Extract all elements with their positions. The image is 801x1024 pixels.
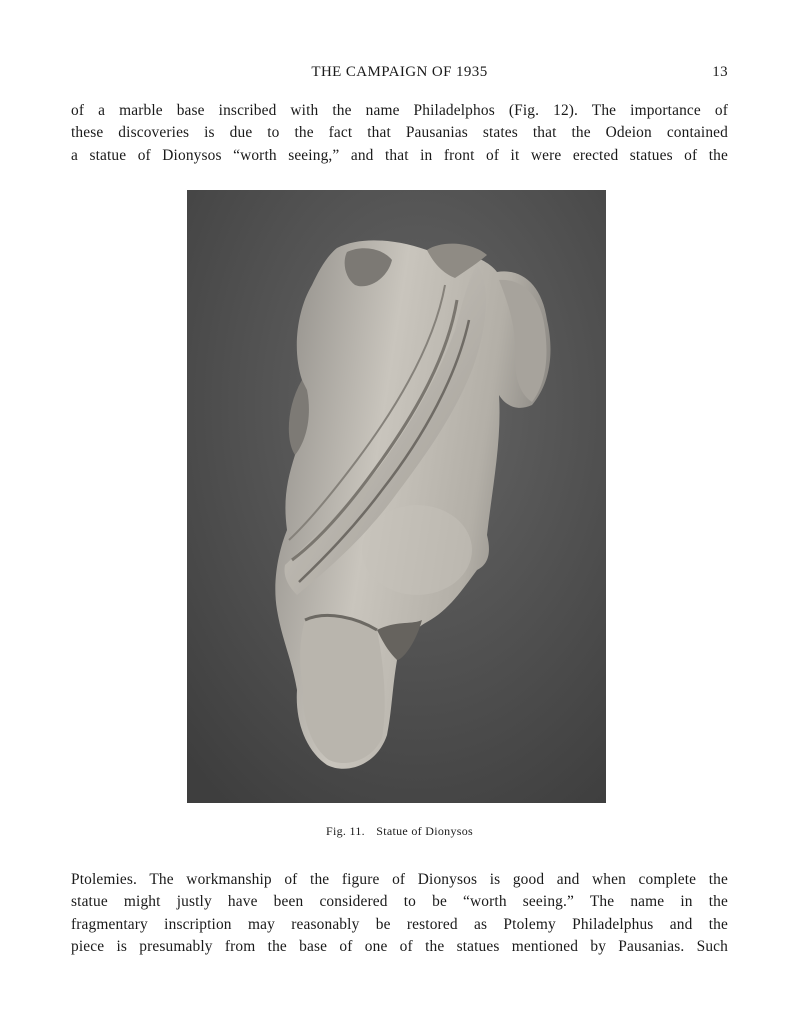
body-paragraph-bottom [71, 869, 728, 958]
page-number: 13 [712, 64, 728, 80]
figure-caption [71, 824, 728, 839]
text-line: piece is presumably from the base of one of the statues mentioned by Pausanias. Such [71, 937, 728, 955]
statue-photograph [187, 190, 606, 803]
text-line: a statue of Dionysos “worth seeing,” and that in front of it were erected statues of the [71, 146, 728, 164]
running-head [71, 64, 728, 86]
text-line: statue might justly have been considered to be “worth seeing.” The name in the [71, 893, 728, 911]
text-line: of a marble base inscribed with the name Philadelphos (Fig. 12). The importance of [71, 102, 728, 119]
figure-caption-text: Statue of Dionysos [376, 824, 473, 838]
text-line: these discoveries is due to the fact that Pausanias states that the Odeion contained [71, 124, 728, 142]
dionysos-statue-image [187, 190, 606, 803]
figure-number: Fig. 11. [325, 824, 365, 838]
body-paragraph-top [71, 100, 728, 167]
text-line: fragmentary inscription may reasonably be restored as Ptolemy Philadelphus and the [71, 915, 728, 933]
text-line: Ptolemies. The workmanship of the figure of Dionysos is good and when complete the [71, 871, 728, 888]
running-title: THE CAMPAIGN OF 1935 [311, 64, 488, 80]
